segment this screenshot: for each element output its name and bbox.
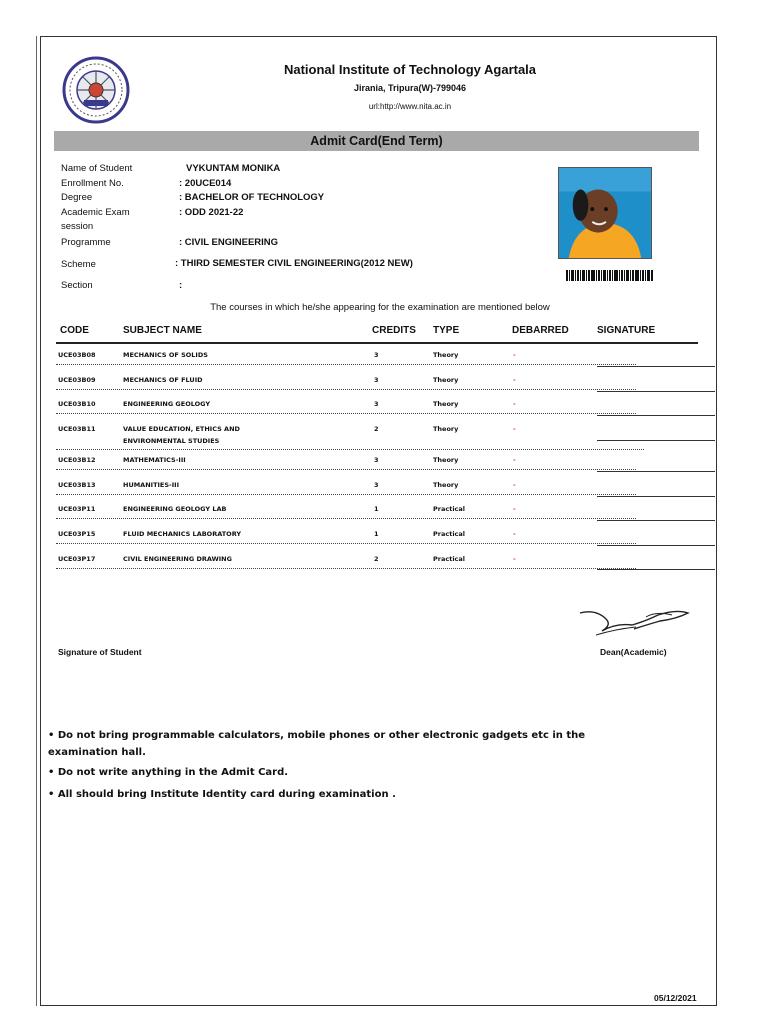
course-type: Theory [433, 400, 459, 408]
student-photo [558, 167, 652, 259]
session-label-cont: session [61, 221, 94, 232]
course-type: Theory [433, 351, 459, 359]
course-type: Theory [433, 425, 459, 433]
student-signature-label: Signature of Student [58, 647, 142, 657]
name-value: VYKUNTAM MONIKA [186, 163, 281, 174]
course-type: Practical [433, 555, 466, 563]
course-debarred: - [513, 376, 516, 384]
instruction-1-cont: examination hall. [48, 747, 146, 758]
row-divider [56, 389, 636, 390]
name-label: Name of Student [61, 163, 133, 174]
instruction-1: • Do not bring programmable calculators, mobile phones or other electronic gadgets etc in the [48, 730, 586, 741]
session-value: : ODD 2021-22 [179, 207, 244, 218]
course-debarred: - [513, 351, 516, 359]
course-credits: 2 [374, 555, 379, 563]
header-subject: SUBJECT NAME [123, 325, 202, 336]
course-debarred: - [513, 400, 516, 408]
institute-address: Jirania, Tripura(W)-799046 [353, 83, 467, 93]
course-credits: 1 [374, 505, 379, 513]
course-code: UCE03B08 [58, 351, 96, 359]
course-credits: 2 [374, 425, 379, 433]
dean-signature-icon [576, 605, 692, 639]
course-debarred: - [513, 456, 516, 464]
header-credits: CREDITS [372, 325, 416, 336]
signature-line [597, 545, 715, 546]
print-date: 05/12/2021 [654, 993, 697, 1003]
course-code: UCE03B13 [58, 481, 96, 489]
course-name: MECHANICS OF SOLIDS [123, 351, 208, 359]
course-debarred: - [513, 481, 516, 489]
programme-label: Programme [61, 237, 111, 248]
institute-name: National Institute of Technology Agartala [283, 62, 537, 77]
course-type: Theory [433, 481, 459, 489]
course-credits: 1 [374, 530, 379, 538]
course-debarred: - [513, 505, 516, 513]
enrollment-value: : 20UCE014 [179, 178, 232, 189]
row-divider [56, 518, 636, 519]
course-credits: 3 [374, 351, 379, 359]
institute-url[interactable]: url:http://www.nita.ac.in [368, 102, 452, 111]
course-code: UCE03P15 [58, 530, 96, 538]
signature-line [597, 366, 715, 367]
programme-value: : CIVIL ENGINEERING [179, 237, 279, 248]
course-name: ENGINEERING GEOLOGY [123, 400, 211, 408]
signature-line [597, 440, 715, 441]
course-type: Practical [433, 530, 466, 538]
degree-label: Degree [61, 192, 93, 203]
section-value: : [179, 280, 183, 291]
course-debarred: - [513, 530, 516, 538]
scheme-value: : THIRD SEMESTER CIVIL ENGINEERING(2012 NEW) [175, 258, 413, 269]
signature-line [597, 391, 715, 392]
course-credits: 3 [374, 376, 379, 384]
course-name: CIVIL ENGINEERING DRAWING [123, 555, 232, 563]
course-name: MECHANICS OF FLUID [123, 376, 203, 384]
signature-line [597, 569, 715, 570]
card-title: Admit Card(End Term) [54, 131, 699, 151]
header-rule [56, 342, 698, 344]
row-divider [56, 543, 636, 544]
enrollment-label: Enrollment No. [61, 178, 124, 189]
degree-value: : BACHELOR OF TECHNOLOGY [179, 192, 325, 203]
course-code: UCE03P11 [58, 505, 96, 513]
section-label: Section [61, 280, 93, 291]
course-type: Theory [433, 376, 459, 384]
signature-line [597, 520, 715, 521]
row-divider [56, 364, 636, 365]
scheme-label: Scheme [61, 259, 96, 270]
course-code: UCE03B09 [58, 376, 96, 384]
header-signature: SIGNATURE [597, 325, 656, 336]
barcode [566, 270, 654, 281]
course-debarred: - [513, 555, 516, 563]
course-code: UCE03B11 [58, 425, 96, 433]
session-label: Academic Exam [61, 207, 130, 218]
course-name: HUMANITIES-III [123, 481, 180, 489]
course-credits: 3 [374, 456, 379, 464]
signature-line [597, 496, 715, 497]
course-credits: 3 [374, 400, 379, 408]
header-debarred: DEBARRED [512, 325, 569, 336]
course-name: ENGINEERING GEOLOGY LAB [123, 505, 227, 513]
signature-line [597, 471, 715, 472]
course-type: Theory [433, 456, 459, 464]
header-code: CODE [60, 325, 89, 336]
course-name: MATHEMATICS-III [123, 456, 186, 464]
header-type: TYPE [433, 325, 460, 336]
row-divider [56, 413, 636, 414]
dean-signature-label: Dean(Academic) [600, 647, 667, 657]
instruction-2: • Do not write anything in the Admit Card. [48, 767, 289, 778]
course-name: VALUE EDUCATION, ETHICS AND [123, 425, 240, 433]
courses-note: The courses in which he/she appearing for the examination are mentioned below [210, 302, 550, 313]
instruction-3: • All should bring Institute Identity card during examination . [48, 789, 396, 800]
course-code: UCE03B10 [58, 400, 96, 408]
page-edge-line [36, 36, 37, 1006]
row-divider [56, 449, 644, 450]
course-code: UCE03P17 [58, 555, 96, 563]
signature-line [597, 415, 715, 416]
course-debarred: - [513, 425, 516, 433]
row-divider [56, 469, 636, 470]
institute-logo-icon [62, 56, 130, 124]
course-name: FLUID MECHANICS LABORATORY [123, 530, 242, 538]
course-name-cont: ENVIRONMENTAL STUDIES [123, 437, 220, 445]
row-divider [56, 494, 636, 495]
row-divider [56, 568, 636, 569]
course-credits: 3 [374, 481, 379, 489]
course-type: Practical [433, 505, 466, 513]
course-code: UCE03B12 [58, 456, 96, 464]
